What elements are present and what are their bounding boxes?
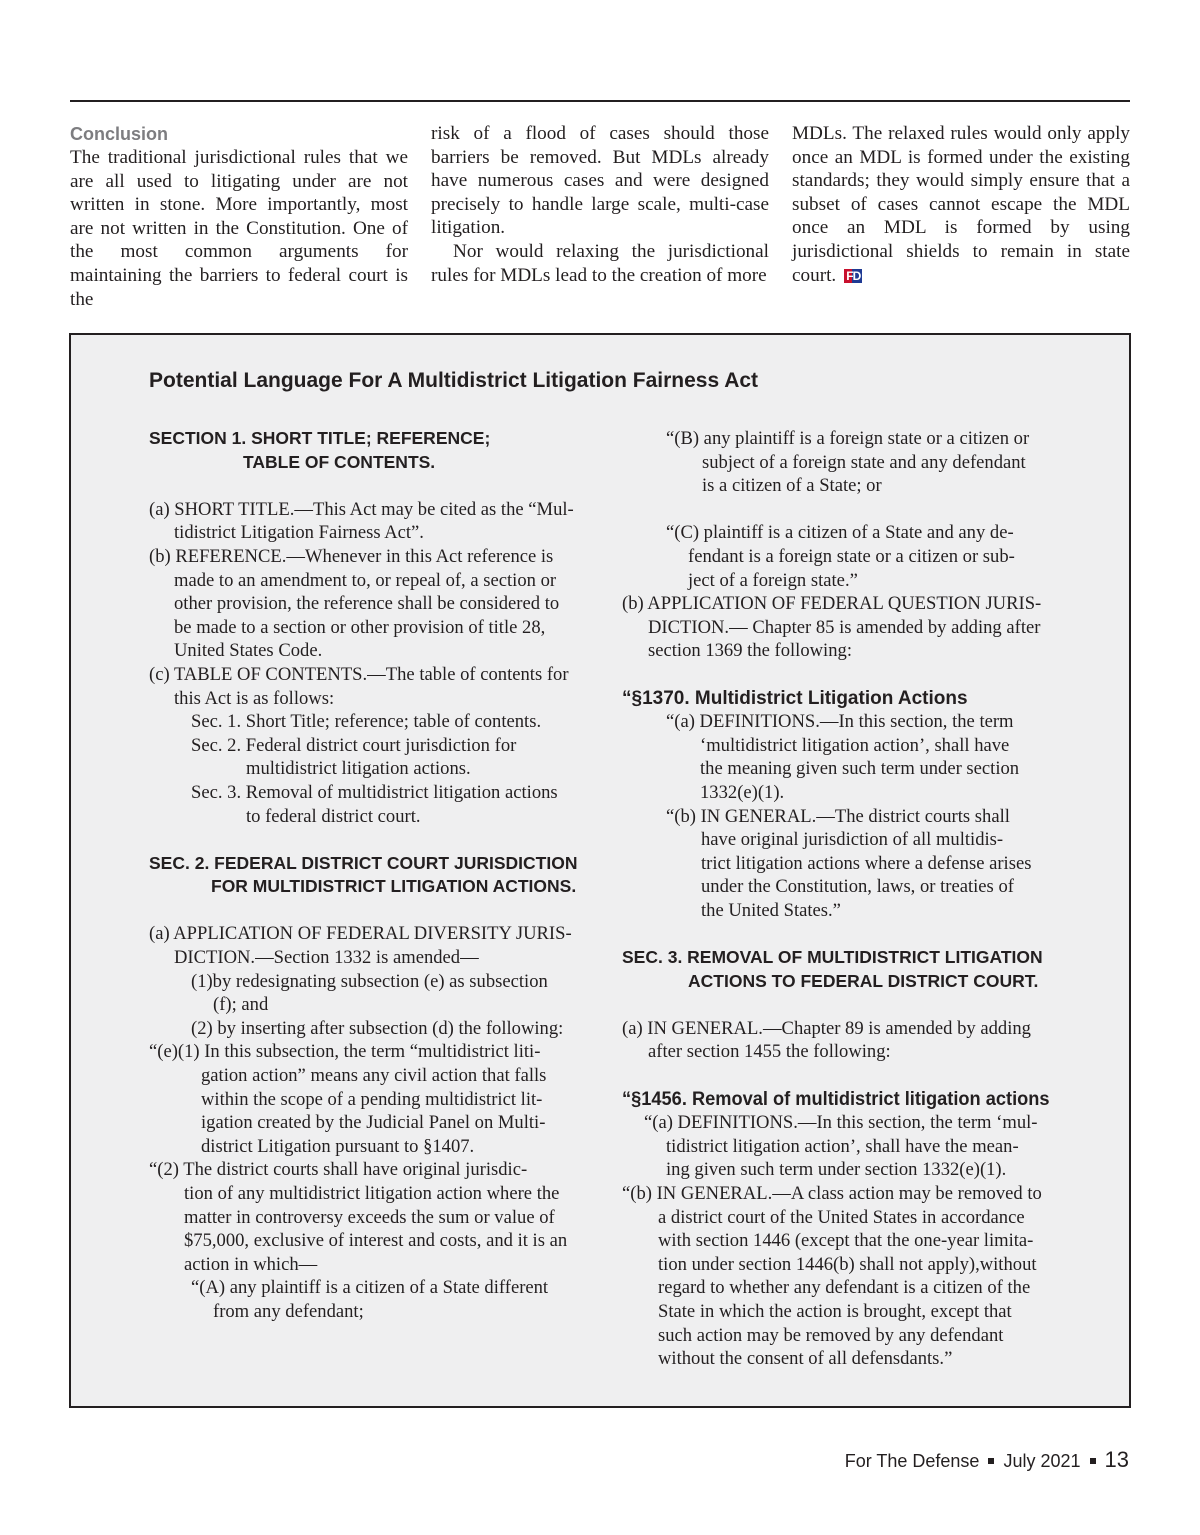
text-line: without the consent of all defensdants.” <box>658 1348 953 1370</box>
text-line: have original jurisdiction of all multidis- <box>701 829 1004 851</box>
paragraph: risk of a flood of cases should those barriers be removed. But MDLs already have numerous cases and were designed precisely to handle large scale, multi-case litigation. <box>431 123 769 239</box>
text-line: is a citizen of a State; or <box>702 475 882 497</box>
text-line: Sec. 2. Federal district court jurisdiction for <box>191 734 517 756</box>
section-heading: Conclusion <box>70 124 168 144</box>
article-column-2 <box>431 122 769 287</box>
subsection-heading: “§1456. Removal of multidistrict litigation actions <box>622 1088 1050 1110</box>
top-rule <box>70 100 1130 102</box>
text-line: Sec. 1. Short Title; reference; table of contents. <box>191 711 542 733</box>
section-heading: SECTION 1. SHORT TITLE; REFERENCE; <box>149 428 491 448</box>
separator-square <box>1090 1458 1096 1464</box>
page-footer <box>845 1448 1129 1473</box>
sidebar-box <box>69 333 1131 1408</box>
text-line: a district court of the United States in accordance <box>658 1206 1025 1228</box>
text-line: regard to whether any defendant is a citizen of the <box>658 1277 1031 1299</box>
text-line: tidistrict litigation action’, shall have the mean- <box>666 1135 1019 1157</box>
text-line: ‘multidistrict litigation action’, shall have <box>700 734 1010 756</box>
paragraph <box>792 122 1130 287</box>
text-line: $75,000, exclusive of interest and costs, and it is an <box>184 1230 568 1252</box>
text-line: the meaning given such term under section <box>700 758 1020 780</box>
text-line: “(A) any plaintiff is a citizen of a State different <box>191 1277 549 1299</box>
text-line: other provision, the reference shall be considered to <box>174 593 560 615</box>
text-line: (1)by redesignating subsection (e) as subsection <box>191 970 548 992</box>
issue-date: July 2021 <box>1003 1451 1081 1471</box>
text-line: within the scope of a pending multidistrict lit- <box>201 1088 543 1110</box>
text-line: multidistrict litigation actions. <box>246 758 471 780</box>
text-line: “(e)(1) In this subsection, the term “multidistrict liti- <box>149 1041 541 1063</box>
page-number: 13 <box>1104 1447 1129 1472</box>
text-line: “(a) DEFINITIONS.—In this section, the term ‘mul- <box>644 1112 1038 1134</box>
text-line: under the Constitution, laws, or treaties of <box>701 876 1014 898</box>
text-line: igation created by the Judicial Panel on Multi- <box>201 1112 546 1134</box>
paragraph-text: MDLs. The relaxed rules would only apply once an MDL is formed under the existing standards; they would simply ensure that a subset of cases cannot escape the MDL once an MDL is formed by using jurisdictional shields to remain in state court. <box>792 123 1130 286</box>
text-line: ing given such term under section 1332(e)(1). <box>666 1159 1007 1181</box>
text-line: (b) APPLICATION OF FEDERAL QUESTION JURIS- <box>622 593 1042 615</box>
box-column-left <box>149 427 577 1324</box>
text-line: ject of a foreign state.” <box>688 569 858 591</box>
article-column-3 <box>792 122 1130 287</box>
section-heading: SEC. 3. REMOVAL OF MULTIDISTRICT LITIGATION <box>622 947 1043 968</box>
text-line: made to an amendment to, or repeal of, a section or <box>174 569 557 591</box>
text-line: action in which— <box>184 1253 318 1275</box>
end-mark-logo: FD <box>846 268 861 283</box>
text-line: “(a) DEFINITIONS.—In this section, the term <box>666 711 1014 733</box>
text-line: “(b) IN GENERAL.—A class action may be removed to <box>622 1183 1042 1204</box>
section-heading: ACTIONS TO FEDERAL DISTRICT COURT. <box>688 970 1039 991</box>
text-line: matter in controversy exceeds the sum or value of <box>184 1206 555 1228</box>
text-line: this Act is as follows: <box>174 687 335 709</box>
text-line: Sec. 3. Removal of multidistrict litigation actions <box>191 781 558 803</box>
text-line: DICTION.— Chapter 85 is amended by adding after <box>648 616 1041 638</box>
text-line: section 1369 the following: <box>648 640 852 662</box>
section-heading: TABLE OF CONTENTS. <box>243 451 436 472</box>
text-line: tidistrict Litigation Fairness Act”. <box>174 522 424 544</box>
text-line: gation action” means any civil action that falls <box>201 1065 547 1087</box>
text-line: after section 1455 the following: <box>648 1041 891 1063</box>
text-line: fendant is a foreign state or a citizen or sub- <box>688 545 1015 567</box>
text-line: tion of any multidistrict litigation action where the <box>184 1183 560 1204</box>
subsection-heading: “§1370. Multidistrict Litigation Actions <box>622 687 968 709</box>
text-line: (c) TABLE OF CONTENTS.—The table of contents for <box>149 663 569 685</box>
text-line: “(B) any plaintiff is a foreign state or a citizen or <box>666 428 1030 449</box>
paragraph: The traditional jurisdictional rules that we are all used to litigating under are not written in stone. More importantly, most are not written in the Constitution. One of the most common arguments for maintaining the barriers to federal court is the <box>70 147 408 310</box>
text-line: the United States.” <box>701 899 841 921</box>
text-line: (a) APPLICATION OF FEDERAL DIVERSITY JURIS- <box>149 923 572 945</box>
text-line: district Litigation pursuant to §1407. <box>201 1135 475 1157</box>
text-line: “(2) The district courts shall have original jurisdic- <box>149 1159 528 1181</box>
text-line: such action may be removed by any defendant <box>658 1324 1004 1346</box>
text-line: (a) SHORT TITLE.—This Act may be cited as the “Mul- <box>149 498 574 520</box>
text-line: State in which the action is brought, except that <box>658 1300 1012 1322</box>
text-line: (a) IN GENERAL.—Chapter 89 is amended by adding <box>622 1017 1031 1039</box>
text-line: be made to a section or other provision of title 28, <box>174 616 546 638</box>
text-line: DICTION.—Section 1332 is amended— <box>174 947 479 969</box>
text-line: (f); and <box>213 994 269 1016</box>
section-heading: FOR MULTIDISTRICT LITIGATION ACTIONS. <box>211 876 577 897</box>
text-line: “(C) plaintiff is a citizen of a State and any de- <box>666 522 1014 544</box>
box-title: Potential Language For A Multidistrict Litigation Fairness Act <box>149 369 759 392</box>
section-heading: SEC. 2. FEDERAL DISTRICT COURT JURISDICTION <box>149 852 578 873</box>
text-line: tion under section 1446(b) shall not apply),without <box>658 1253 1037 1275</box>
paragraph: Nor would relaxing the jurisdictional rules for MDLs lead to the creation of more <box>431 240 769 286</box>
text-line: trict litigation actions where a defense arises <box>701 852 1032 874</box>
text-line: (b) REFERENCE.—Whenever in this Act reference is <box>149 545 554 567</box>
text-line: subject of a foreign state and any defendant <box>702 451 1026 473</box>
text-line: to federal district court. <box>246 805 421 827</box>
text-line: 1332(e)(1). <box>700 781 785 803</box>
box-column-right <box>622 427 1050 1371</box>
text-line: (2) by inserting after subsection (d) the following: <box>191 1017 564 1039</box>
text-line: from any defendant; <box>213 1300 364 1322</box>
separator-square <box>988 1458 994 1464</box>
article-column-1 <box>70 122 408 311</box>
text-line: with section 1446 (except that the one-year limita- <box>658 1230 1034 1252</box>
text-line: “(b) IN GENERAL.—The district courts shall <box>666 805 1010 827</box>
publication-name: For The Defense <box>844 1451 980 1471</box>
text-line: United States Code. <box>174 640 323 662</box>
